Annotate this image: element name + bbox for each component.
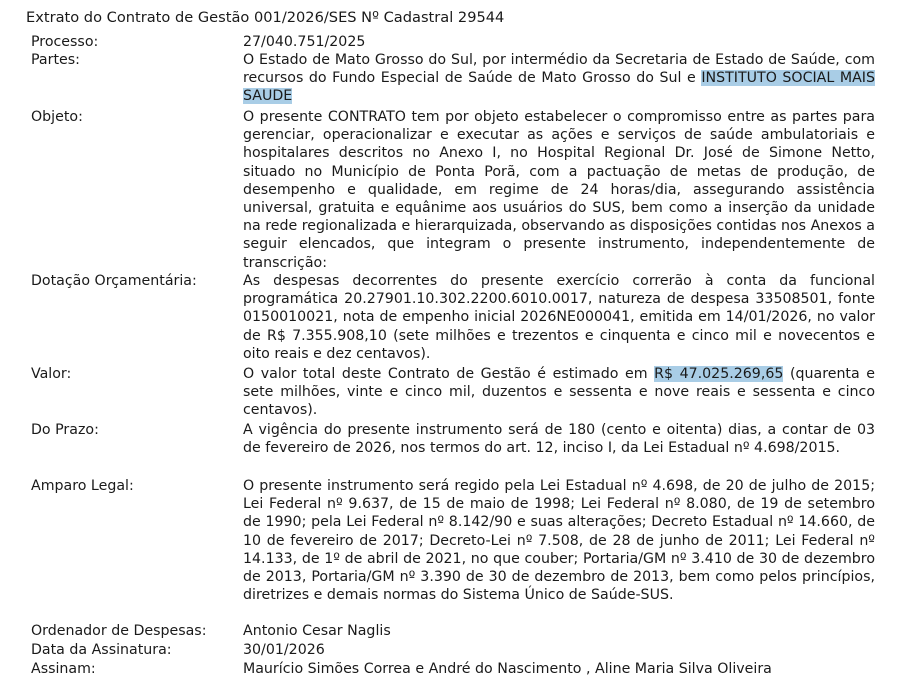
field-label: Data da Assinatura: [31,642,172,658]
field-value: 27/040.751/2025 [243,34,366,50]
value-text: O valor total deste Contrato de Gestão é estimado em [243,366,655,382]
field-label: Dotação Orçamentária: [31,273,197,289]
field-label: Amparo Legal: [31,478,134,494]
field-label: Processo: [31,34,99,50]
value-text: (quarenta e sete milhões, vinte e cinco mil, duzentos e sessenta e nove reais e sessenta e cinco centavos). [243,366,875,419]
field-value: Maurício Simões Correa e André do Nascimento , Aline Maria Silva Oliveira [243,661,772,677]
field-label: Partes: [31,52,80,68]
field-label: Objeto: [31,109,83,125]
field-value: 30/01/2026 [243,642,325,658]
highlighted-amount: R$ 47.025.269,65 [654,366,784,382]
field-value: A vigência do presente instrumento será de 180 (cento e oitenta) dias, a contar de 03 de fevereiro de 2026, nos termos do art. 12, inciso I, da Lei Estadual nº 4.698/2015. [243,422,875,457]
field-label: Assinam: [31,661,96,677]
field-value: Antonio Cesar Naglis [243,623,391,639]
field-value: As despesas decorrentes do presente exercício correrão à conta da funcional programática 20.27901.10.302.2200.6010.0017, natureza de despesa 33508501, fonte 0150010021, nota de empenho inicial 2026NE000041, emitida em 14/01/2026, no valor de R$ 7.355.908,10 (sete milhões e trezentos e cinquenta e cinco mil e novecentos e oito reais e dez centavos). [243,273,875,362]
value-text: O Estado de Mato Grosso do Sul, por intermédio da Secretaria de Estado de Saúde, com recursos do Fundo Especial de Saúde de Mato Grosso do Sul e [243,52,875,87]
field-label: Valor: [31,366,72,382]
highlighted-party-name: INSTITUTO SOCIAL MAIS SAUDE [243,70,875,105]
field-value [243,51,875,106]
field-value: O presente CONTRATO tem por objeto estabelecer o compromisso entre as partes para gerenciar, operacionalizar e executar as ações e serviços de saúde ambulatoriais e hospitalares descritos no Anexo I, no Hospital Regional Dr. José de Simone Netto, situado no Município de Ponta Porã, com a pactuação de metas de produção, de desempenho e qualidade, em regime de 24 horas/dia, assegurando assistência universal, gratuita e equânime aos usuários do SUS, bem como a inserção da unidade na rede regionalizada e hierarquizada, observando as disposições contidas nos Anexos a seguir elencados, que integram o presente instrumento, independentemente de transcrição: [243,109,875,271]
field-value [243,365,875,420]
field-label: Do Prazo: [31,422,99,438]
field-label: Ordenador de Despesas: [31,623,207,639]
document-title: Extrato do Contrato de Gestão 001/2026/SES Nº Cadastral 29544 [26,9,505,26]
field-value: O presente instrumento será regido pela Lei Estadual nº 4.698, de 20 de julho de 2015; Lei Federal nº 9.637, de 15 de maio de 1998; Lei Federal nº 8.080, de 19 de setembro de 1990; pela Lei Federal nº 8.142/90 e suas alterações; Decreto Estadual nº 14.660, de 10 de fevereiro de 2017; Decreto-Lei nº 7.508, de 28 de junho de 2011; Lei Federal nº 14.133, de 1º de abril de 2021, no que couber; Portaria/GM nº 3.410 de 30 de dezembro de 2013, Portaria/GM nº 3.390 de 30 de dezembro de 2013, bem como pelos princípios, diretrizes e demais normas do Sistema Único de Saúde-SUS. [243,478,875,604]
